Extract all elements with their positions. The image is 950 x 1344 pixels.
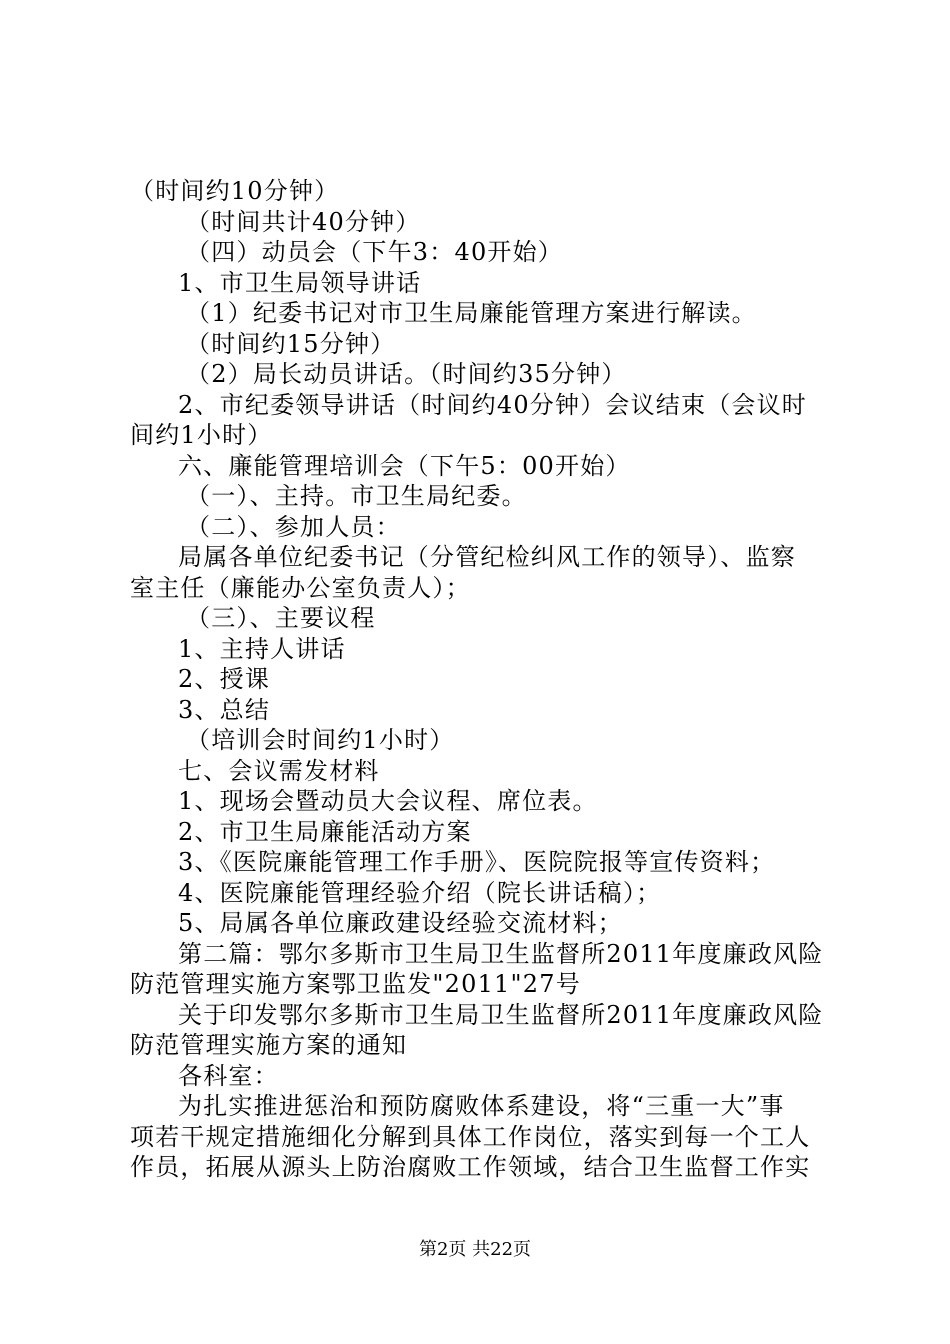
text-line: 1、市卫生局领导讲话 bbox=[178, 268, 422, 297]
text-line: 间约1小时） bbox=[130, 421, 273, 449]
text-line: 1、现场会暨动员大会议程、席位表。 bbox=[178, 787, 598, 815]
text-line: 防范管理实施方案的通知 bbox=[130, 1031, 408, 1059]
text-line: 室主任（廉能办公室负责人）； bbox=[130, 573, 471, 602]
text-line: 3、总结 bbox=[178, 695, 271, 724]
document-body bbox=[130, 176, 830, 1183]
text-line: （一）、主持。市卫生局纪委。 bbox=[186, 482, 527, 510]
text-line: 各科室： bbox=[178, 1061, 279, 1090]
text-line: 2、授课 bbox=[178, 665, 271, 693]
text-line: （1）纪委书记对市卫生局廉能管理方案进行解读。 bbox=[186, 299, 757, 327]
text-line: 4、医院廉能管理经验介绍（院长讲话稿）； bbox=[178, 878, 662, 907]
text-line: （四）动员会（下午3：40开始） bbox=[186, 238, 564, 266]
text-line: 为扎实推进惩治和预防腐败体系建设，将“三重一大”事 bbox=[178, 1092, 785, 1120]
text-line: 防范管理实施方案鄂卫监发"2011"27号 bbox=[130, 970, 581, 998]
text-line: （2）局长动员讲话。（时间约35分钟） bbox=[186, 360, 627, 388]
text-line: 关于印发鄂尔多斯市卫生局卫生监督所2011年度廉政风险 bbox=[178, 1000, 824, 1029]
text-line: 5、局属各单位廉政建设经验交流材料； bbox=[178, 909, 623, 937]
text-line: （三）、主要议程 bbox=[186, 604, 376, 632]
text-line: （时间共计40分钟） bbox=[186, 207, 421, 236]
text-line: （时间约15分钟） bbox=[186, 329, 396, 358]
text-line: 1、主持人讲话 bbox=[178, 634, 346, 663]
text-line: 局属各单位纪委书记（分管纪检纠风工作的领导）、监察 bbox=[178, 543, 796, 571]
page-number: 第2页 共22页 bbox=[418, 1239, 532, 1260]
text-line: 六、廉能管理培训会（下午5：00开始） bbox=[178, 451, 631, 480]
text-line: （时间约10分钟） bbox=[130, 177, 340, 205]
text-line: 第二篇：鄂尔多斯市卫生局卫生监督所2011年度廉政风险 bbox=[178, 939, 824, 968]
text-line: 2、市纪委领导讲话（时间约40分钟）会议结束（会议时 bbox=[178, 390, 808, 419]
text-line: （培训会时间约1小时） bbox=[186, 726, 455, 754]
text-line: 项若干规定措施细化分解到具体工作岗位，落实到每一个工人 bbox=[130, 1122, 811, 1151]
text-line: 2、市卫生局廉能活动方案 bbox=[178, 817, 472, 846]
text-line: 七、会议需发材料 bbox=[178, 756, 380, 785]
text-line: 作员，拓展从源头上防治腐败工作领域，结合卫生监督工作实 bbox=[130, 1153, 811, 1181]
page-footer bbox=[0, 1238, 950, 1262]
text-line: 3、《医院廉能管理工作手册》、医院院报等宣传资料； bbox=[178, 848, 776, 876]
text-line: （二）、参加人员： bbox=[186, 512, 401, 541]
